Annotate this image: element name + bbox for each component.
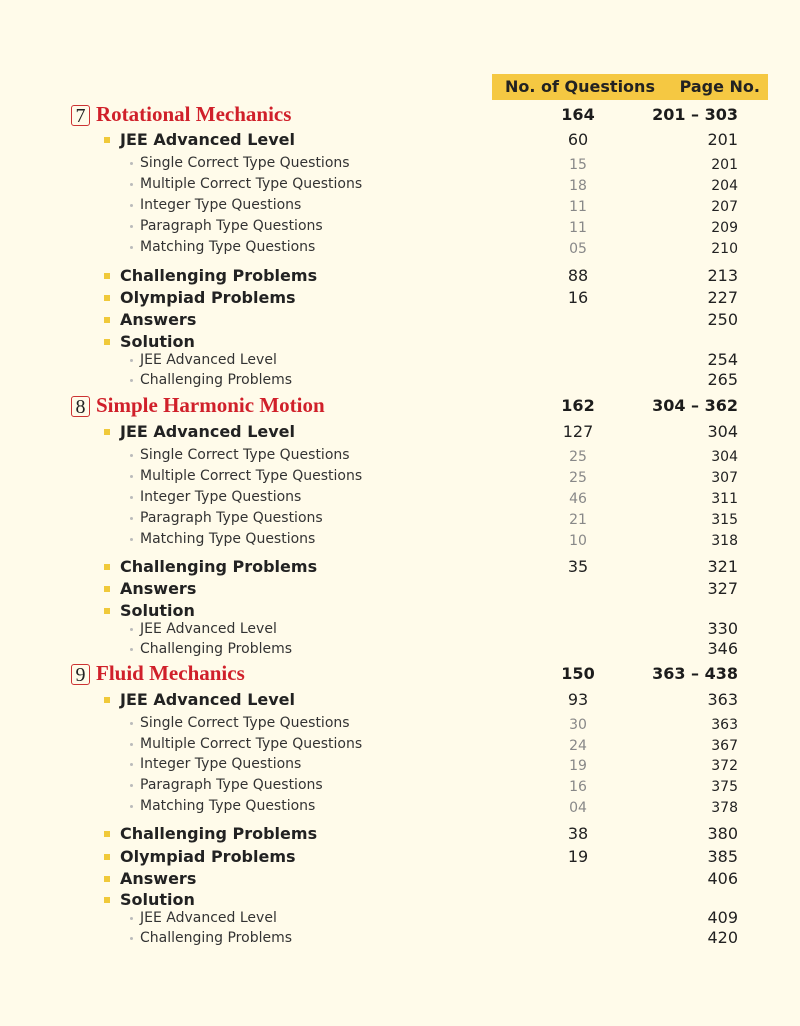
subsection-label: JEE Advanced Level — [140, 621, 277, 637]
question-count: 19 — [567, 847, 589, 866]
question-count: 30 — [569, 717, 587, 733]
question-count: 127 — [562, 422, 594, 441]
subsection-label: Matching Type Questions — [140, 798, 316, 814]
page-number: 307 — [711, 470, 738, 486]
page-number: 346 — [707, 639, 738, 658]
page-number: 304 — [707, 422, 738, 441]
page-number: 420 — [707, 928, 738, 947]
bullet-dot-icon — [130, 937, 133, 940]
bullet-dot-icon — [130, 475, 133, 478]
bullet-dot-icon — [130, 225, 133, 228]
questions-column-header: No. of Questions — [505, 77, 655, 96]
question-count: 21 — [569, 512, 587, 528]
bullet-square-icon — [104, 317, 110, 323]
section-label: Challenging Problems — [120, 824, 318, 843]
section-label: Olympiad Problems — [120, 847, 296, 866]
page-number: 318 — [711, 533, 738, 549]
question-count: 35 — [567, 557, 589, 576]
subsection-label: JEE Advanced Level — [140, 352, 277, 368]
page-number: 201 — [711, 157, 738, 173]
bullet-dot-icon — [130, 784, 133, 787]
subsection-label: Integer Type Questions — [140, 756, 302, 772]
page-number: 363 — [707, 690, 738, 709]
bullet-dot-icon — [130, 805, 133, 808]
section-label: Solution — [120, 890, 195, 909]
question-count: 16 — [567, 288, 589, 307]
section-label: Olympiad Problems — [120, 288, 296, 307]
page-number: 372 — [711, 758, 738, 774]
page-number: 321 — [707, 557, 738, 576]
question-count: 16 — [569, 779, 587, 795]
chapter-question-count: 150 — [561, 664, 595, 683]
page-number: 406 — [707, 869, 738, 888]
bullet-square-icon — [104, 854, 110, 860]
bullet-dot-icon — [130, 183, 133, 186]
chapter-title[interactable]: Fluid Mechanics — [96, 661, 245, 685]
page-number: 207 — [711, 199, 738, 215]
section-label: Answers — [120, 869, 197, 888]
section-label: Challenging Problems — [120, 266, 318, 285]
subsection-label: Multiple Correct Type Questions — [140, 736, 363, 752]
page-number: 385 — [707, 847, 738, 866]
subsection-label: Matching Type Questions — [140, 531, 316, 547]
subsection-label: Multiple Correct Type Questions — [140, 176, 363, 192]
page-number: 367 — [711, 738, 738, 754]
page-number: 311 — [711, 491, 738, 507]
section-label: Answers — [120, 579, 197, 598]
page-number: 254 — [707, 350, 738, 369]
section-label: Solution — [120, 332, 195, 351]
bullet-dot-icon — [130, 917, 133, 920]
subsection-label: Challenging Problems — [140, 641, 293, 657]
section-label: Solution — [120, 601, 195, 620]
chapter-question-count: 162 — [561, 396, 595, 415]
bullet-dot-icon — [130, 538, 133, 541]
question-count: 46 — [569, 491, 587, 507]
chapter-number-badge: 8 — [71, 396, 90, 417]
subsection-label: Matching Type Questions — [140, 239, 316, 255]
subsection-label: Paragraph Type Questions — [140, 777, 323, 793]
subsection-label: Paragraph Type Questions — [140, 510, 323, 526]
subsection-label: Integer Type Questions — [140, 489, 302, 505]
page-number: 330 — [707, 619, 738, 638]
column-header-bar — [492, 74, 768, 100]
page-number: 209 — [711, 220, 738, 236]
bullet-square-icon — [104, 697, 110, 703]
section-label: JEE Advanced Level — [120, 690, 296, 709]
page-number: 204 — [711, 178, 738, 194]
chapter-page-range: 363 – 438 — [652, 664, 738, 683]
question-count: 10 — [569, 533, 587, 549]
subsection-label: Single Correct Type Questions — [140, 155, 350, 171]
page-number: 375 — [711, 779, 738, 795]
chapter-question-count: 164 — [561, 105, 595, 124]
bullet-dot-icon — [130, 246, 133, 249]
bullet-dot-icon — [130, 763, 133, 766]
page-number: 363 — [711, 717, 738, 733]
question-count: 38 — [567, 824, 589, 843]
question-count: 04 — [569, 800, 587, 816]
bullet-dot-icon — [130, 379, 133, 382]
bullet-dot-icon — [130, 454, 133, 457]
bullet-dot-icon — [130, 204, 133, 207]
section-label: Answers — [120, 310, 197, 329]
bullet-dot-icon — [130, 743, 133, 746]
chapter-page-range: 201 – 303 — [652, 105, 738, 124]
bullet-square-icon — [104, 339, 110, 345]
subsection-label: Challenging Problems — [140, 372, 293, 388]
page-number: 304 — [711, 449, 738, 465]
subsection-label: Single Correct Type Questions — [140, 447, 350, 463]
bullet-dot-icon — [130, 162, 133, 165]
chapter-number-badge: 9 — [71, 664, 90, 685]
bullet-square-icon — [104, 608, 110, 614]
bullet-dot-icon — [130, 628, 133, 631]
subsection-label: Challenging Problems — [140, 930, 293, 946]
question-count: 88 — [567, 266, 589, 285]
bullet-dot-icon — [130, 648, 133, 651]
chapter-number-badge: 7 — [71, 105, 90, 126]
question-count: 19 — [569, 758, 587, 774]
section-label: Challenging Problems — [120, 557, 318, 576]
page-number: 227 — [707, 288, 738, 307]
bullet-dot-icon — [130, 517, 133, 520]
chapter-title[interactable]: Simple Harmonic Motion — [96, 393, 325, 417]
question-count: 25 — [569, 449, 587, 465]
question-count: 11 — [569, 199, 587, 215]
subsection-label: Multiple Correct Type Questions — [140, 468, 363, 484]
bullet-dot-icon — [130, 359, 133, 362]
question-count: 15 — [569, 157, 587, 173]
bullet-square-icon — [104, 897, 110, 903]
chapter-title[interactable]: Rotational Mechanics — [96, 102, 292, 126]
question-count: 18 — [569, 178, 587, 194]
question-count: 24 — [569, 738, 587, 754]
page-number: 378 — [711, 800, 738, 816]
page-column-header: Page No. — [679, 77, 760, 96]
bullet-square-icon — [104, 876, 110, 882]
bullet-square-icon — [104, 295, 110, 301]
page-number: 315 — [711, 512, 738, 528]
page-number: 210 — [711, 241, 738, 257]
question-count: 60 — [567, 130, 589, 149]
chapter-page-range: 304 – 362 — [652, 396, 738, 415]
section-label: JEE Advanced Level — [120, 422, 296, 441]
question-count: 93 — [567, 690, 589, 709]
bullet-square-icon — [104, 273, 110, 279]
bullet-square-icon — [104, 137, 110, 143]
page-number: 409 — [707, 908, 738, 927]
page-number: 201 — [707, 130, 738, 149]
question-count: 05 — [569, 241, 587, 257]
bullet-square-icon — [104, 586, 110, 592]
bullet-square-icon — [104, 429, 110, 435]
subsection-label: JEE Advanced Level — [140, 910, 277, 926]
page-number: 327 — [707, 579, 738, 598]
page-number: 265 — [707, 370, 738, 389]
bullet-dot-icon — [130, 496, 133, 499]
subsection-label: Single Correct Type Questions — [140, 715, 350, 731]
bullet-square-icon — [104, 564, 110, 570]
page-number: 213 — [707, 266, 738, 285]
subsection-label: Integer Type Questions — [140, 197, 302, 213]
section-label: JEE Advanced Level — [120, 130, 296, 149]
question-count: 25 — [569, 470, 587, 486]
bullet-dot-icon — [130, 722, 133, 725]
page-number: 380 — [707, 824, 738, 843]
bullet-square-icon — [104, 831, 110, 837]
subsection-label: Paragraph Type Questions — [140, 218, 323, 234]
question-count: 11 — [569, 220, 587, 236]
page-number: 250 — [707, 310, 738, 329]
